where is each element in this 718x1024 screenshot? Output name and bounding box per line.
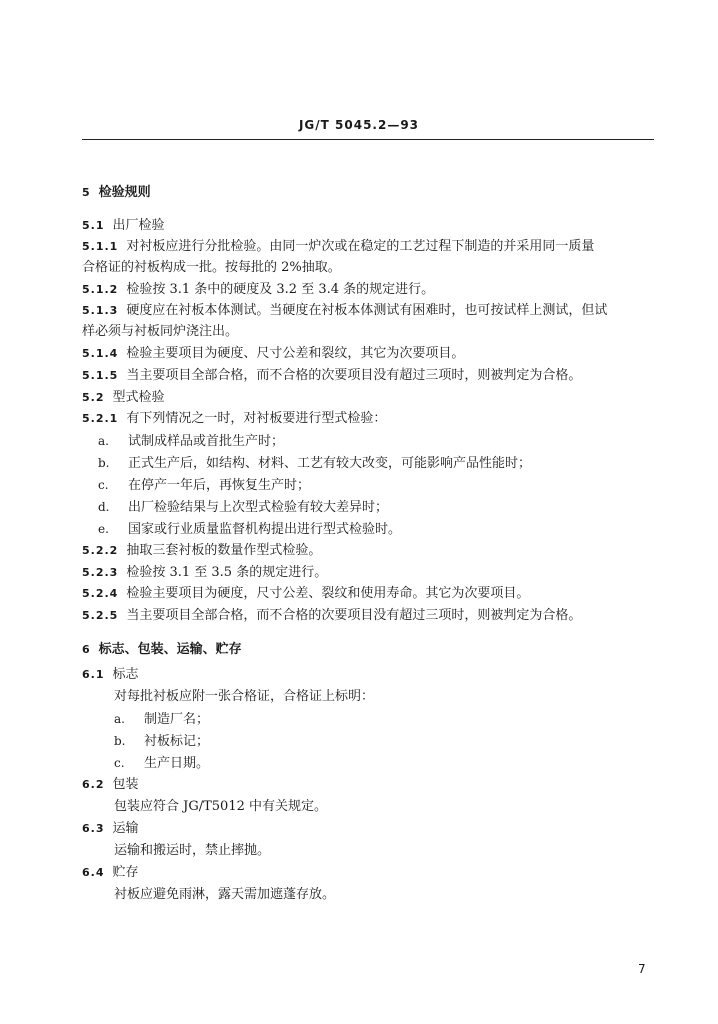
text-line xyxy=(98,433,284,450)
text-line xyxy=(98,455,531,472)
clause-number: 6 xyxy=(82,643,91,656)
line-text: 检验按 3.1 至 3.5 条的规定进行。 xyxy=(126,565,328,580)
line-text: 合格证的衬板构成一批。按每批的 2%抽取。 xyxy=(82,260,341,275)
clause-number: 5.2.3 xyxy=(82,566,119,579)
text-line xyxy=(114,887,335,903)
list-letter: b. xyxy=(98,456,110,470)
text-line xyxy=(82,411,386,427)
clause-number: 6.4 xyxy=(82,866,105,879)
clause-number: 5.1 xyxy=(82,219,105,232)
line-text: 当主要项目全部合格，而不合格的次要项目没有超过三项时，则被判定为合格。 xyxy=(126,368,582,383)
chapter-heading xyxy=(82,185,151,201)
clause-number: 5.1.2 xyxy=(82,283,119,296)
line-text: 在停产一年后，再恢复生产时； xyxy=(128,478,311,493)
clause-number: 5 xyxy=(82,186,91,199)
list-letter: c. xyxy=(98,478,109,492)
clause-number: 5.2 xyxy=(82,391,105,404)
clause-number: 5.2.4 xyxy=(82,587,119,600)
line-text: 有下列情况之一时，对衬板要进行型式检验： xyxy=(126,411,387,426)
line-text: 抽取三套衬板的数量作型式检验。 xyxy=(126,543,322,558)
text-line xyxy=(114,799,327,815)
text-line xyxy=(82,586,529,602)
text-line xyxy=(82,239,594,255)
text-line xyxy=(82,565,327,581)
clause-number: 5.1.5 xyxy=(82,369,119,382)
text-line xyxy=(82,303,607,319)
text-line xyxy=(82,346,464,362)
text-line xyxy=(114,711,209,728)
line-text: 样必须与衬板同炉浇注出。 xyxy=(82,324,239,339)
line-text: 包装应符合 JG/T5012 中有关规定。 xyxy=(114,799,327,814)
line-text: 包装 xyxy=(112,777,139,792)
line-text: 生产日期。 xyxy=(144,756,210,771)
line-text: 运输 xyxy=(112,821,139,836)
line-text: 对每批衬板应附一张合格证，合格证上标明： xyxy=(114,689,375,704)
line-text: 检验主要项目为硬度、尺寸公差和裂纹，其它为次要项目。 xyxy=(126,346,465,361)
chapter-heading xyxy=(82,642,242,658)
clause-number: 5.1.4 xyxy=(82,347,119,360)
clause-number: 5.2.1 xyxy=(82,412,119,425)
clause-number: 6.2 xyxy=(82,778,105,791)
text-line xyxy=(82,608,581,624)
list-letter: e. xyxy=(98,522,109,536)
clause-number: 5.2.5 xyxy=(82,609,119,622)
line-text: 标志 xyxy=(112,667,139,682)
page-number: 7 xyxy=(638,962,646,976)
line-text: 国家或行业质量监督机构提出进行型式检验时。 xyxy=(128,522,402,537)
text-line xyxy=(82,667,139,683)
clause-number: 5.2.2 xyxy=(82,544,119,557)
clause-number: 6.3 xyxy=(82,822,105,835)
line-text: 出厂检验结果与上次型式检验有较大差异时； xyxy=(128,500,389,515)
list-letter: c. xyxy=(114,756,125,770)
text-line xyxy=(82,390,165,406)
page-header: JG/T 5045.2—93 xyxy=(298,118,420,132)
text-line xyxy=(98,521,401,538)
list-letter: a. xyxy=(98,434,109,448)
text-line xyxy=(114,733,209,750)
line-text: 运输和搬运时，禁止摔抛。 xyxy=(114,843,271,858)
text-line xyxy=(114,843,270,859)
clause-number: 5.1.3 xyxy=(82,304,119,317)
line-text: 正式生产后，如结构、材料、工艺有较大改变，可能影响产品性能时； xyxy=(128,456,532,471)
line-text: 贮存 xyxy=(112,865,139,880)
line-text: 检验按 3.1 条中的硬度及 3.2 至 3.4 条的规定进行。 xyxy=(126,282,435,297)
list-letter: a. xyxy=(114,712,125,726)
text-line xyxy=(98,499,388,516)
line-text: 衬板标记； xyxy=(144,734,210,749)
line-text: 当主要项目全部合格，而不合格的次要项目没有超过三项时，则被判定为合格。 xyxy=(126,608,582,623)
text-line xyxy=(114,689,374,705)
header-rule xyxy=(82,139,654,140)
line-text: 出厂检验 xyxy=(112,218,165,233)
clause-number: 5.1.1 xyxy=(82,240,119,253)
line-text: 试制成样品或首批生产时； xyxy=(128,434,285,449)
line-text: 对衬板应进行分批检验。由同一炉次或在稳定的工艺过程下制造的并采用同一质量 xyxy=(126,239,595,254)
line-text: 制造厂名； xyxy=(144,712,210,727)
line-text: 衬板应避免雨淋，露天需加遮蓬存放。 xyxy=(114,887,336,902)
text-line xyxy=(82,821,139,837)
list-letter: d. xyxy=(98,500,110,514)
text-line xyxy=(82,777,139,793)
text-line xyxy=(82,865,139,881)
line-text: 检验规则 xyxy=(98,185,151,200)
text-line xyxy=(82,324,238,340)
line-text: 型式检验 xyxy=(112,390,165,405)
clause-number: 6.1 xyxy=(82,668,105,681)
line-text: 检验主要项目为硬度，尺寸公差、裂纹和使用寿命。其它为次要项目。 xyxy=(126,586,530,601)
list-letter: b. xyxy=(114,734,126,748)
line-text: 硬度应在衬板本体测试。当硬度在衬板本体测试有困难时，也可按试样上测试，但试 xyxy=(126,303,608,318)
text-line xyxy=(98,477,310,494)
text-line xyxy=(82,368,581,384)
text-line xyxy=(82,260,341,276)
text-line xyxy=(114,755,209,772)
text-line xyxy=(82,543,321,559)
line-text: 标志、包装、运输、贮存 xyxy=(98,642,242,657)
text-line xyxy=(82,218,165,234)
text-line xyxy=(82,282,434,298)
